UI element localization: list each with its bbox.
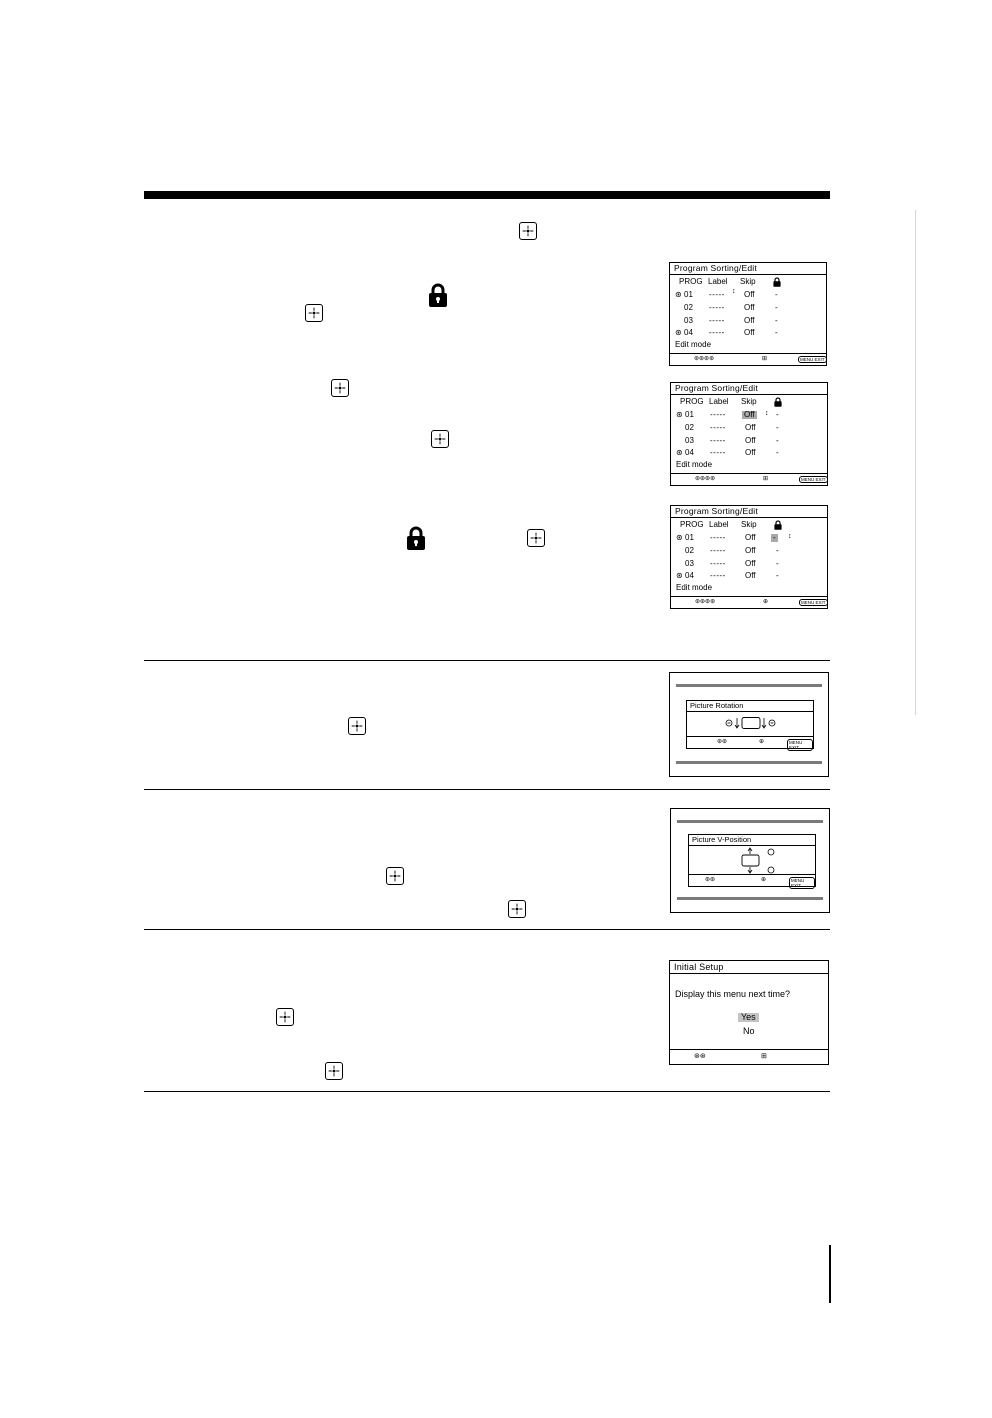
ok-joystick-icon	[519, 222, 537, 240]
ok-joystick-icon	[305, 304, 323, 322]
lock-value: -	[776, 559, 779, 568]
ok-joystick-icon	[508, 900, 526, 918]
mode-label: Edit mode	[675, 340, 712, 349]
table-row	[671, 547, 827, 558]
option-yes[interactable]: Yes	[738, 1013, 759, 1022]
program-sorting-screen-1	[669, 262, 827, 366]
label-value: -----	[710, 546, 726, 555]
prog-number: 04	[684, 328, 693, 337]
up-down-arrow-icon: ↕	[788, 533, 792, 540]
screen-title: Picture V-Position	[689, 835, 815, 846]
screen-title: Program Sorting/Edit	[671, 506, 827, 518]
screen-title: Program Sorting/Edit	[670, 263, 826, 275]
skip-value: Off	[745, 546, 756, 555]
ok-joystick-icon	[325, 1062, 343, 1080]
section-divider-1	[144, 660, 830, 661]
down-arrow-icon: ⊛	[676, 448, 683, 457]
left-right-arrows-icon: ⊛⊛	[717, 739, 728, 745]
skip-value: Off	[744, 290, 755, 299]
initial-setup-screen	[669, 960, 829, 1065]
lock-value: -	[776, 571, 779, 580]
col-header-prog: PROG	[679, 277, 703, 286]
table-row	[671, 572, 827, 583]
table-row	[670, 288, 826, 302]
table-row	[671, 534, 827, 545]
rotation-control-icon	[725, 716, 777, 730]
menu-exit-badge: MENU EXIT	[801, 477, 826, 482]
lock-value: -	[776, 448, 779, 457]
padlock-icon	[428, 283, 448, 307]
ok-joystick-icon	[386, 867, 404, 885]
skip-value: Off	[745, 448, 756, 457]
lock-value: -	[775, 303, 778, 312]
lock-value: -	[776, 546, 779, 555]
label-value: -----	[710, 571, 726, 580]
screen-footer	[671, 596, 827, 608]
prog-number: 03	[684, 316, 693, 325]
up-arrow-icon: ⊛	[676, 533, 683, 542]
screen-footer	[687, 736, 813, 748]
ok-joystick-icon	[527, 529, 545, 547]
program-sorting-screen-3	[670, 505, 828, 609]
margin-tab-line	[915, 210, 916, 715]
lock-value: -	[775, 328, 778, 337]
picture-rotation-screen	[669, 672, 829, 777]
col-header-prog: PROG	[680, 520, 704, 529]
prog-number: 03	[685, 436, 694, 445]
screen-title: Picture Rotation	[687, 701, 813, 712]
label-value: -----	[710, 436, 726, 445]
program-sorting-screen-2	[670, 382, 828, 486]
select-icon: ⊞	[762, 356, 768, 362]
menu-exit-badge: MENU EXIT	[801, 600, 826, 605]
table-row	[671, 437, 827, 448]
prog-number: 04	[685, 571, 694, 580]
screen-bar-top	[676, 684, 822, 687]
menu-exit-badge: MENU EXIT	[789, 877, 815, 889]
select-icon: ⊕	[761, 877, 767, 883]
lock-column-icon	[774, 397, 782, 409]
table-row	[671, 411, 827, 422]
section-top-rule	[144, 191, 830, 199]
prog-number: 01	[685, 533, 694, 542]
screen-bar-bottom	[677, 897, 823, 900]
table-row	[671, 560, 827, 571]
lock-value: -	[776, 423, 779, 432]
table-row	[670, 304, 826, 315]
skip-value: Off	[745, 559, 756, 568]
padlock-icon	[406, 526, 426, 550]
prog-number: 04	[685, 448, 694, 457]
lock-value: -	[775, 316, 778, 325]
prog-number: 01	[684, 290, 693, 299]
label-value: -----	[710, 423, 726, 432]
col-header-skip: Skip	[741, 397, 757, 406]
lock-value: -	[775, 290, 778, 299]
skip-value: Off	[745, 436, 756, 445]
select-icon: ⊕	[763, 599, 769, 605]
ok-joystick-icon	[431, 430, 449, 448]
skip-value-selected: Off	[744, 410, 755, 419]
up-down-arrow-icon: ↕	[765, 410, 769, 417]
up-arrow-icon: ⊛	[675, 290, 682, 299]
table-row	[671, 449, 827, 460]
col-header-prog: PROG	[680, 397, 704, 406]
table-row	[670, 317, 826, 328]
picture-v-position-screen	[670, 808, 830, 913]
rotation-panel	[686, 700, 814, 749]
page-number-rule	[829, 1245, 831, 1303]
section-divider-3	[144, 929, 830, 930]
screen-footer	[689, 874, 815, 886]
select-icon: ⊕	[759, 739, 765, 745]
skip-value: Off	[744, 328, 755, 337]
mode-label: Edit mode	[676, 460, 713, 469]
up-down-arrows-icon: ⊛⊛	[694, 1053, 706, 1060]
skip-value: Off	[745, 423, 756, 432]
skip-value: Off	[745, 533, 756, 542]
screen-footer	[670, 353, 826, 365]
menu-exit-badge: MENU EXIT	[800, 357, 825, 362]
skip-value: Off	[744, 303, 755, 312]
table-row	[670, 329, 826, 340]
setup-question: Display this menu next time?	[675, 989, 791, 999]
prog-number: 03	[685, 559, 694, 568]
label-value: -----	[710, 533, 726, 542]
label-value: -----	[709, 328, 725, 337]
select-icon: ⊞	[761, 1053, 767, 1060]
screen-footer	[670, 1049, 828, 1064]
label-value: -----	[709, 290, 725, 299]
ok-joystick-icon	[276, 1008, 294, 1026]
col-header-skip: Skip	[741, 520, 757, 529]
up-arrow-icon: ⊛	[676, 410, 683, 419]
label-value: -----	[709, 303, 725, 312]
prog-number: 02	[685, 546, 694, 555]
mode-label: Edit mode	[676, 583, 713, 592]
v-position-control-icon	[741, 847, 777, 875]
screen-footer	[671, 473, 827, 485]
option-no[interactable]: No	[743, 1026, 755, 1036]
ok-joystick-icon	[331, 379, 349, 397]
col-header-label: Label	[708, 277, 728, 286]
up-down-arrow-icon: ↕	[732, 288, 736, 295]
col-header-label: Label	[709, 397, 729, 406]
down-arrow-icon: ⊛	[676, 571, 683, 580]
prog-number: 02	[684, 303, 693, 312]
screen-title: Initial Setup	[670, 961, 828, 974]
down-arrow-icon: ⊛	[675, 328, 682, 337]
label-value: -----	[710, 559, 726, 568]
ok-joystick-icon	[348, 717, 366, 735]
v-position-panel	[688, 834, 816, 887]
lock-value-selected: -	[773, 533, 776, 542]
lock-value: -	[776, 410, 779, 419]
navigation-arrows-icon: ⊛⊛⊛⊛	[694, 356, 715, 362]
prog-number: 01	[685, 410, 694, 419]
screen-title: Program Sorting/Edit	[671, 383, 827, 395]
section-divider-2	[144, 789, 830, 790]
screen-bar-bottom	[676, 761, 822, 764]
lock-column-icon	[773, 277, 781, 289]
navigation-arrows-icon: ⊛⊛⊛⊛	[695, 599, 716, 605]
up-down-arrows-icon: ⊛⊛	[705, 877, 716, 883]
navigation-arrows-icon: ⊛⊛⊛⊛	[695, 476, 716, 482]
skip-value: Off	[745, 571, 756, 580]
col-header-skip: Skip	[740, 277, 756, 286]
label-value: -----	[710, 410, 726, 419]
lock-column-icon	[774, 520, 782, 532]
table-row	[671, 424, 827, 435]
section-divider-4	[144, 1091, 830, 1092]
prog-number: 02	[685, 423, 694, 432]
menu-exit-badge: MENU EXIT	[787, 739, 813, 751]
screen-bar-top	[677, 820, 823, 823]
lock-value: -	[776, 436, 779, 445]
skip-value: Off	[744, 316, 755, 325]
label-value: -----	[710, 448, 726, 457]
col-header-label: Label	[709, 520, 729, 529]
select-icon: ⊞	[763, 476, 769, 482]
label-value: -----	[709, 316, 725, 325]
